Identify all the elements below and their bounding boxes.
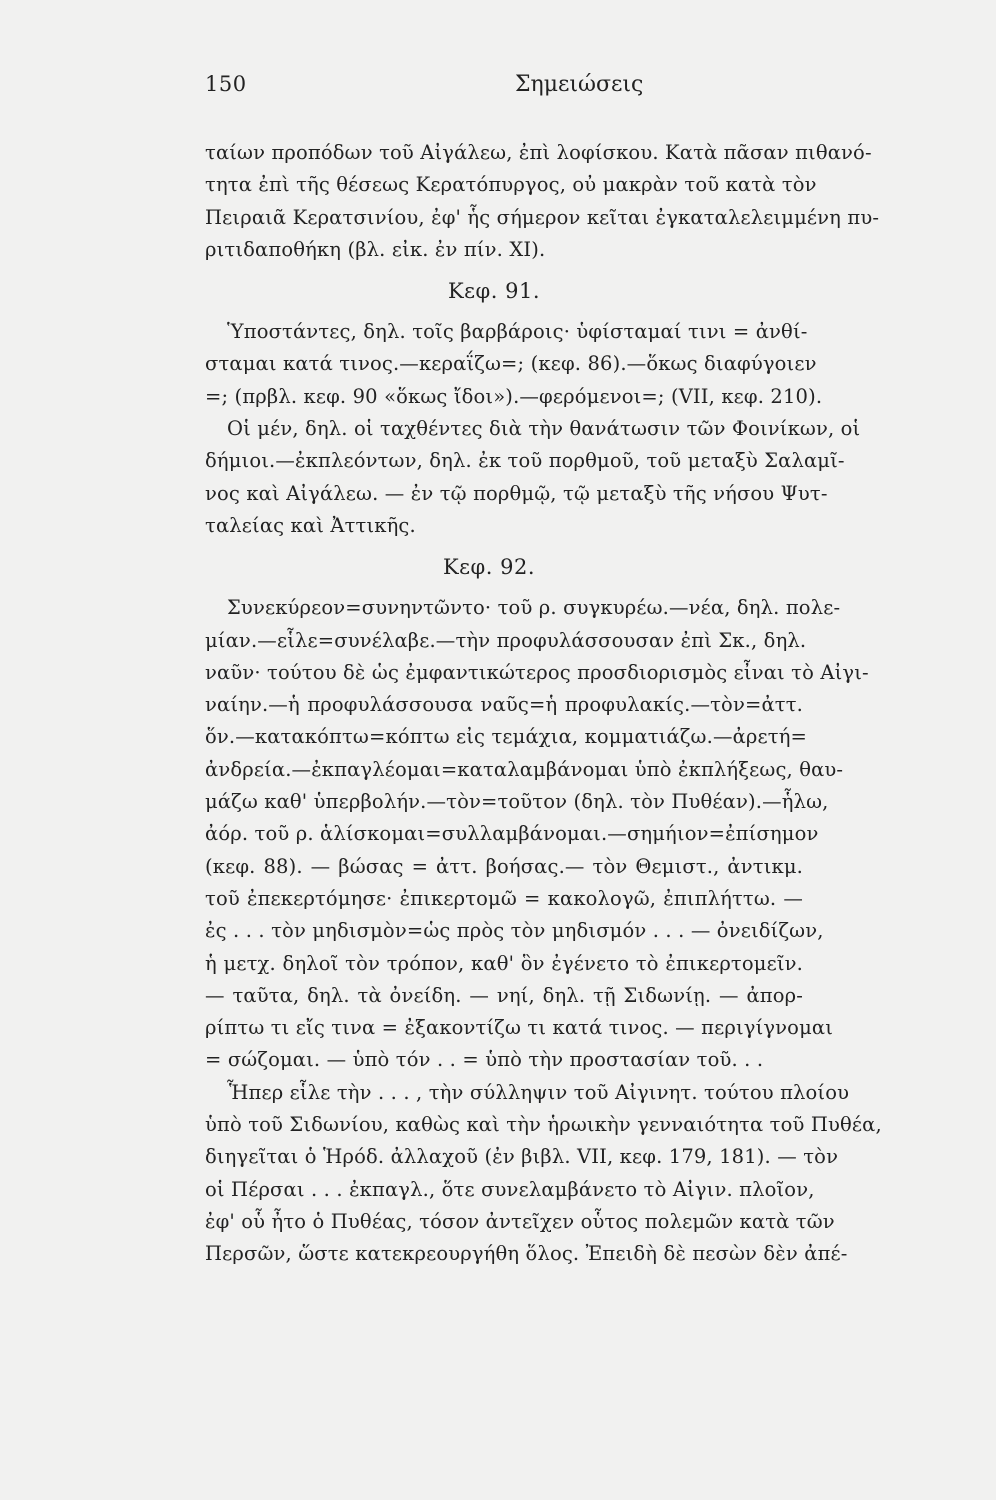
text-line: ριτιδαποθήκη (βλ. εἰκ. ἐν πίν. XI). [205, 237, 546, 261]
intro-paragraph [205, 137, 880, 266]
text-line: Περσῶν, ὥστε κατεκρεουργήθη ὅλος. Ἐπειδὴ δὲ πεσὼν δὲν ἀπέ- [205, 1242, 848, 1266]
main-text [205, 137, 882, 1271]
page-number: 150 [205, 72, 247, 96]
text-line: ὅν.—κατακόπτω=κόπτω εἰς τεμάχια, κομματιάζω.—ἀρετή= [205, 725, 808, 749]
chapter-91-notes [205, 316, 861, 542]
text-line: δήμιοι.—ἐκπλεόντων, δηλ. ἐκ τοῦ πορθμοῦ, τοῦ μεταξὺ Σαλαμῖ- [205, 449, 845, 473]
text-line: ἐφ' οὗ ἦτο ὁ Πυθέας, τόσον ἀντεῖχεν οὗτος πολεμῶν κατὰ τῶν [205, 1209, 835, 1233]
text-line: ταλείας καὶ Ἀττικῆς. [205, 513, 416, 537]
text-line: μάζω καθ' ὑπερβολήν.—τὸν=τοῦτον (δηλ. τὸν Πυθέαν).—ἧλω, [205, 790, 829, 814]
text-line: Ὑποστάντες, δηλ. τοῖς βαρβάροις· ὑφίσταμαί τινι = ἀνθί- [227, 320, 808, 344]
running-title: Σημειώσεις [515, 72, 644, 97]
text-line: τοῦ ἐπεκερτόμησε· ἐπικερτομῶ = κακολογῶ, ἐπιπλήττω. — [205, 886, 803, 910]
text-line: ταίων προπόδων τοῦ Αἰγάλεω, ἐπὶ λοφίσκου. Κατὰ πᾶσαν πιθανό- [205, 141, 872, 164]
text-line: νος καὶ Αἰγάλεω. — ἐν τῷ πορθμῷ, τῷ μεταξὺ τῆς νήσου Ψυτ- [205, 481, 828, 505]
text-line: τητα ἐπὶ τῆς θέσεως Κερατόπυργος, οὐ μακρὰν τοῦ κατὰ τὸν [205, 173, 817, 197]
text-line: Πειραιᾶ Κερατσινίου, ἐφ' ἧς σήμερον κεῖται ἐγκαταλελειμμένη πυ- [205, 205, 880, 229]
text-line: οἱ Πέρσαι . . . ἐκπαγλ., ὅτε συνελαμβάνετο τὸ Αἰγιν. πλοῖον, [205, 1177, 815, 1201]
text-line: Οἱ μέν, δηλ. οἱ ταχθέντες διὰ τὴν θανάτωσιν τῶν Φοινίκων, οἱ [227, 417, 861, 441]
text-line: (κεφ. 88). — βώσας = ἀττ. βοήσας.— τὸν Θεμιστ., ἀντικμ. [205, 854, 803, 878]
text-line: ρίπτω τι εἴς τινα = ἐξακοντίζω τι κατά τινος. — περιγίγνομαι [205, 1016, 834, 1040]
text-line: ἡ μετχ. δηλοῖ τὸν τρόπον, καθ' ὃν ἐγένετο τὸ ἐπικερτομεῖν. [205, 951, 803, 975]
text-line: διηγεῖται ὁ Ἡρόδ. ἀλλαχοῦ (ἐν βιβλ. VII, κεφ. 179, 181). — τὸν [205, 1145, 839, 1169]
text-line: ἀνδρεία.—ἐκπαγλέομαι=καταλαμβάνομαι ὑπὸ ἐκπλήξεως, θαυ- [205, 757, 844, 781]
text-line: σταμαι κατά τινος.—κεραΐζω=; (κεφ. 86).—ὅκως διαφύγοιεν [205, 352, 817, 376]
text-line: ἐς . . . τὸν μηδισμὸν=ὡς πρὸς τὸν μηδισμόν . . . — ὀνειδίζων, [205, 919, 824, 943]
text-line: — ταῦτα, δηλ. τὰ ὀνείδη. — νηί, δηλ. τῇ Σιδωνίῃ. — ἀπορ- [205, 983, 803, 1007]
text-line: =; (πρβλ. κεφ. 90 «ὅκως ἴδοι»).—φερόμενοι=; (VII, κεφ. 210). [205, 384, 823, 408]
text-line: ἀόρ. τοῦ ρ. ἁλίσκομαι=συλλαμβάνομαι.—σημήιον=ἐπίσημον [205, 822, 819, 846]
text-line: Συνεκύρεον=συνηντῶντο· τοῦ ρ. συγκυρέω.—νέα, δηλ. πολε- [227, 596, 841, 620]
chapter-92-heading: Κεφ. 92. [442, 555, 536, 580]
chapter-91-heading: Κεφ. 91. [447, 279, 541, 304]
text-line: ὑπὸ τοῦ Σιδωνίου, καθὼς καὶ τὴν ἡρωικὴν γενναιότητα τοῦ Πυθέα, [205, 1113, 882, 1137]
text-line: μίαν.—εἷλε=συνέλαβε.—τὴν προφυλάσσουσαν ἐπὶ Σκ., δηλ. [205, 628, 807, 652]
text-line: ναίην.—ἡ προφυλάσσουσα ναῦς=ἡ προφυλακίς.—τὸν=ἀττ. [205, 693, 803, 717]
text-line: Ἧπερ εἷλε τὴν . . . , τὴν σύλληψιν τοῦ Αἰγινητ. τούτου πλοίου [227, 1080, 850, 1104]
text-line: ναῦν· τούτου δὲ ὡς ἐμφαντικώτερος προσδιορισμὸς εἶναι τὸ Αἰγι- [205, 660, 869, 684]
text-line: = σώζομαι. — ὑπὸ τόν . . = ὑπὸ τὴν προστασίαν τοῦ. . . [205, 1048, 764, 1072]
chapter-92-notes [205, 592, 882, 1270]
page-header [205, 72, 803, 106]
